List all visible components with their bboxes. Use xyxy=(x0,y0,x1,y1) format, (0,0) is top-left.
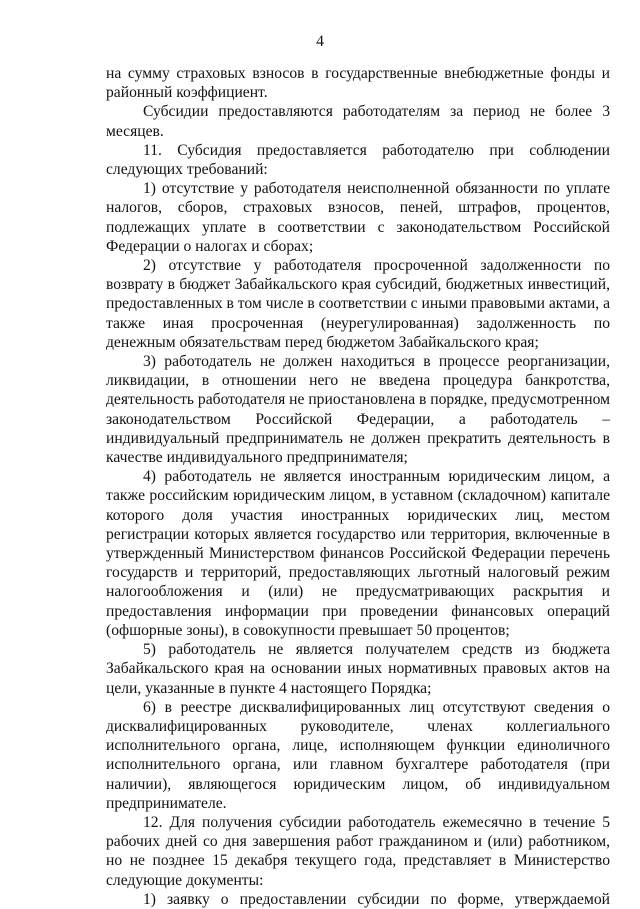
paragraph-requirement-4: 4) работодатель не является иностранным юридическим лицом, а также российским юридическим лицом, в уставном (складочном) капитале которого доля участия иностранных юридических лиц, местом регистрации которых является государство или территория, включенные в утвержденный Министерством финансов Российской Федерации перечень государств и территорий, предоставляющих льготный налоговый режим налогообложения и (или) не предусматривающих раскрытия и предоставления информации при проведении финансовых операций (офшорные зоны), в совокупности превышает 50 процентов; xyxy=(106,468,610,639)
paragraph-requirement-5: 5) работодатель не является получателем средств из бюджета Забайкальского края на основании иных нормативных правовых актов на цели, указанные в пункте 4 настоящего Порядка; xyxy=(106,641,610,697)
paragraph-requirement-6: 6) в реестре дисквалифицированных лиц отсутствуют сведения о дисквалифицированных руководителе, членах коллегиального исполнительного органа, лице, исполняющем функции единоличного исполнительного органа, или главном бухгалтере работодателя (при наличии), являющегося юридическим лицом, об индивидуальном предпринимателе. xyxy=(106,698,610,812)
paragraph-continuation: на сумму страховых взносов в государственные внебюджетные фонды и районный коэффициент. xyxy=(106,65,610,102)
page-number: 4 xyxy=(316,33,324,50)
paragraph-requirement-1: 1) отсутствие у работодателя неисполненной обязанности по уплате налогов, сборов, страховых взносов, пеней, штрафов, процентов, подлежащих уплате в соответствии с законодательством Российской Федерации о налогах и сборах; xyxy=(106,180,610,255)
paragraph-clause-12: 12. Для получения субсидии работодатель ежемесячно в течение 5 рабочих дней со дня завершения работ гражданином и (или) работником, но не позднее 15 декабря текущего года, представляет в Министерство следующие документы: xyxy=(106,813,610,889)
paragraph-document-1: 1) заявку о предоставлении субсидии по форме, утверждаемой xyxy=(143,890,610,908)
paragraph-subsidy-period: Субсидии предоставляются работодателям за период не более 3 месяцев. xyxy=(106,103,610,140)
document-body xyxy=(106,64,610,909)
paragraph-requirement-2: 2) отсутствие у работодателя просроченной задолженности по возврату в бюджет Забайкальского края субсидий, бюджетных инвестиций, предоставленных в том числе в соответствии с иными правовыми актами, а также иная просроченная (неурегулированная) задолженность по денежным обязательствам перед бюджетом Забайкальского края; xyxy=(106,257,610,351)
paragraph-requirement-3: 3) работодатель не должен находиться в процессе реорганизации, ликвидации, в отношении него не введена процедура банкротства, деятельность работодателя не приостановлена в порядке, предусмотренном законодательством Российской Федерации, а работодатель – индивидуальный предприниматель не должен прекратить деятельность в качестве индивидуального предпринимателя; xyxy=(106,353,610,467)
paragraph-clause-11: 11. Субсидия предоставляется работодателю при соблюдении следующих требований: xyxy=(106,141,610,179)
